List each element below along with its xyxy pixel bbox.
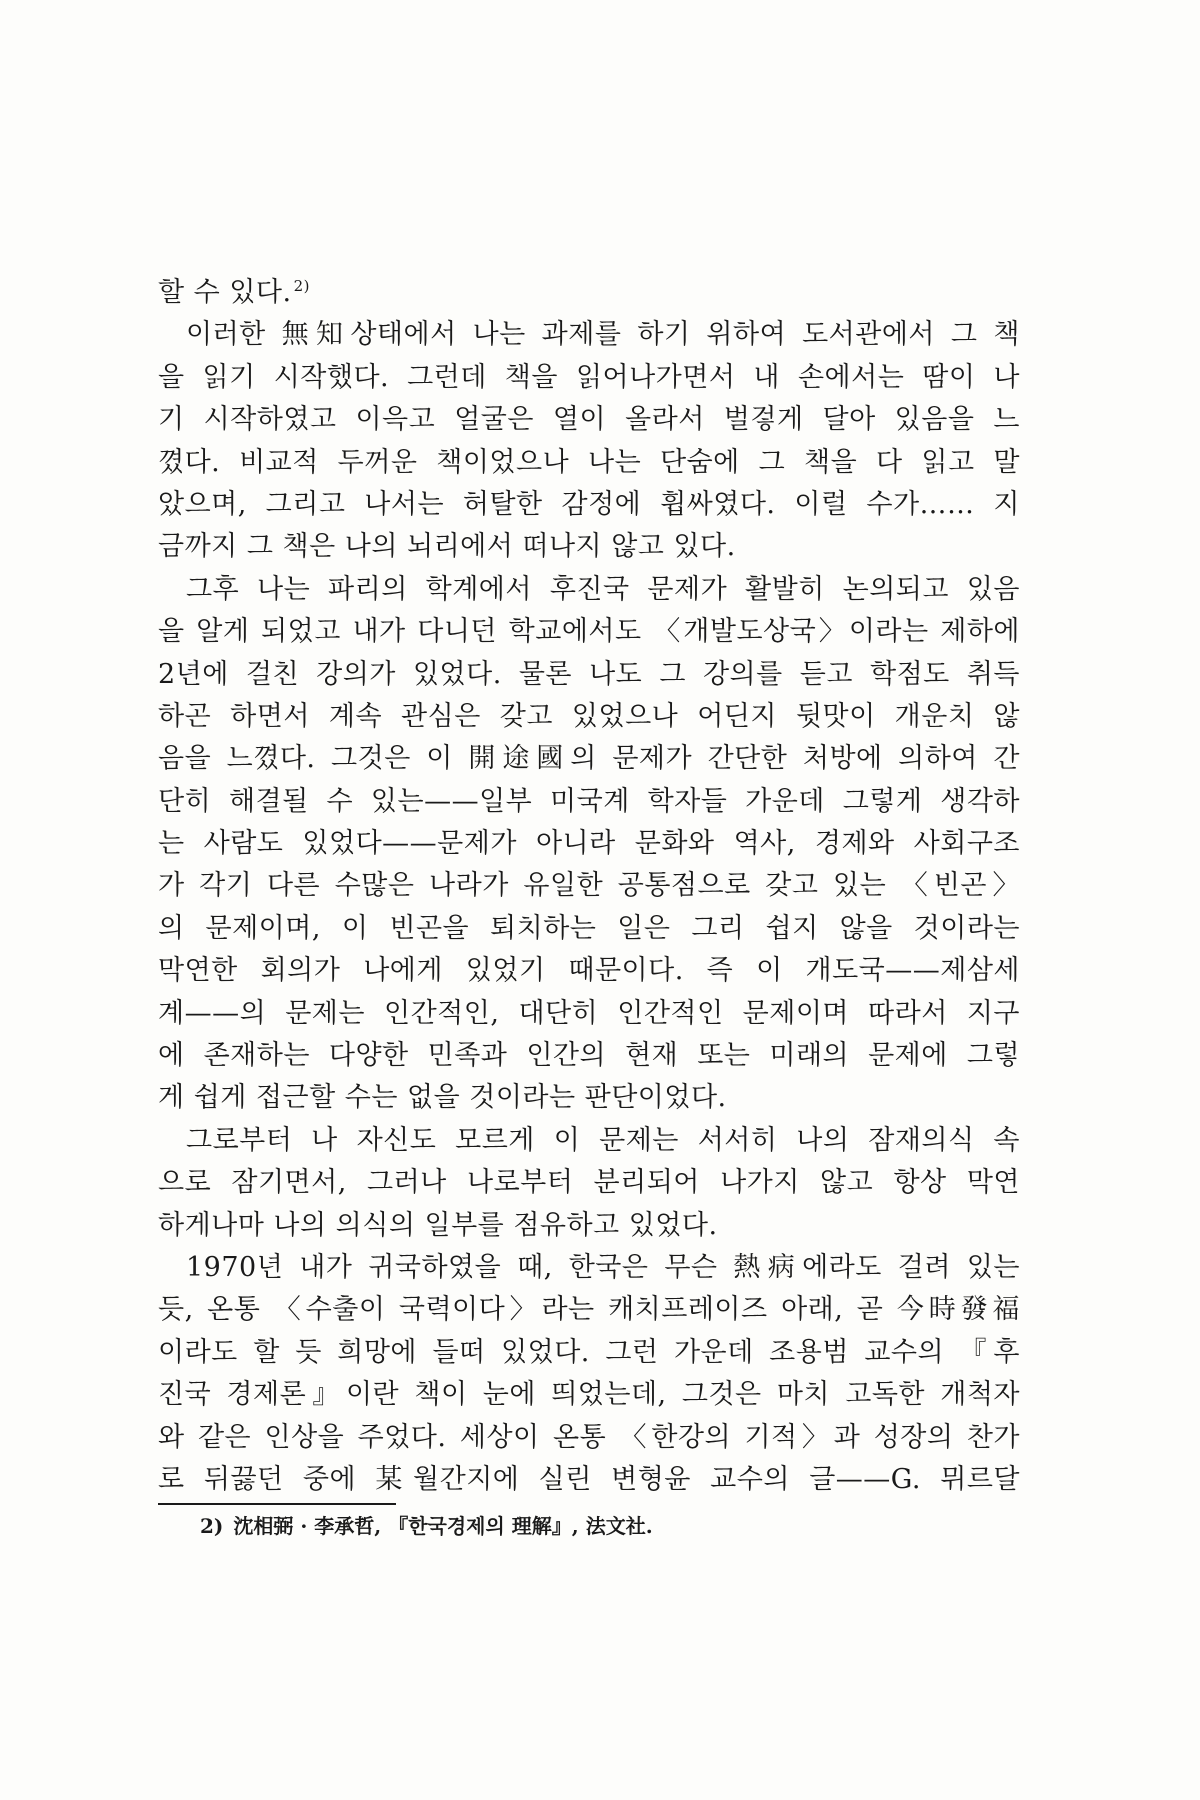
text-line: 에 존재하는 다양한 민족과 인간의 현재 또는 미래의 문제에 그렇	[158, 1040, 1020, 1072]
text-line: 의 문제이며, 이 빈곤을 퇴치하는 일은 그리 쉽지 않을 것이라는	[158, 912, 1020, 944]
text-line: 그로부터 나 자신도 모르게 이 문제는 서서히 나의 잠재의식 속	[186, 1124, 1020, 1156]
text-line: 계——의 문제는 인간적인, 대단히 인간적인 문제이며 따라서 지구	[158, 997, 1020, 1029]
text-line: 꼈다. 비교적 두꺼운 책이었으나 나는 단숨에 그 책을 다 읽고 말	[158, 446, 1020, 478]
text-line: 았으며, 그리고 나서는 허탈한 감정에 휩싸였다. 이럴 수가…… 지	[158, 488, 1020, 520]
text-line: 음을 느꼈다. 그것은 이 開途國의 문제가 간단한 처방에 의하여 간	[158, 743, 1020, 775]
text-line: 하게나마 나의 의식의 일부를 점유하고 있었다.	[158, 1209, 718, 1241]
text-line: 2년에 걸친 강의가 있었다. 물론 나도 그 강의를 듣고 학점도 취득	[158, 658, 1020, 690]
footnote-reference: 2)	[293, 277, 310, 295]
text-line: 기 시작하였고 이윽고 얼굴은 열이 올라서 벌겋게 달아 있음을 느	[158, 404, 1020, 436]
text-line: 이라도 할 듯 희망에 들떠 있었다. 그런 가운데 조용범 교수의 『후	[158, 1336, 1020, 1368]
text-line: 으로 잠기면서, 그러나 나로부터 분리되어 나가지 않고 항상 막연	[158, 1167, 1020, 1199]
text-line: 을 읽기 시작했다. 그런데 책을 읽어나가면서 내 손에서는 땀이 나	[158, 361, 1020, 393]
text-line: 가 각기 다른 수많은 나라가 유일한 공통점으로 갖고 있는 〈빈곤〉	[158, 870, 1020, 902]
footnote-number: 2)	[200, 1514, 224, 1538]
text-line: 로 뒤끓던 중에 某월간지에 실린 변형윤 교수의 글——G. 뮈르달	[158, 1463, 1020, 1495]
text-line: 와 같은 인상을 주었다. 세상이 온통 〈한강의 기적〉과 성장의 찬가	[158, 1421, 1020, 1453]
text-line: 단히 해결될 수 있는——일부 미국계 학자들 가운데 그렇게 생각하	[158, 785, 1020, 817]
footnote	[200, 1511, 1020, 1541]
text-line: 는 사람도 있었다——문제가 아니라 문화와 역사, 경제와 사회구조	[158, 828, 1020, 860]
text-line: 게 쉽게 접근할 수는 없을 것이라는 판단이었다.	[158, 1082, 727, 1114]
text-line: 할 수 있다.	[158, 277, 292, 308]
text-line: 진국 경제론』이란 책이 눈에 띄었는데, 그것은 마치 고독한 개척자	[158, 1379, 1020, 1411]
text-line: 을 알게 되었고 내가 다니던 학교에서도 〈개발도상국〉이라는 제하에	[158, 616, 1020, 648]
footnote-text: 沈相弼 · 李承哲, 『한국경제의 理解』, 法文社.	[233, 1514, 653, 1538]
footnote-separator	[158, 1503, 396, 1505]
text-line: 금까지 그 책은 나의 뇌리에서 떠나지 않고 있다.	[158, 531, 736, 563]
text-line: 하곤 하면서 계속 관심은 갖고 있었으나 어딘지 뒷맛이 개운치 않	[158, 700, 1020, 732]
text-line: 막연한 회의가 나에게 있었기 때문이다. 즉 이 개도국——제삼세	[158, 955, 1020, 987]
text-line: 1970년 내가 귀국하였을 때, 한국은 무슨 熱病에라도 걸려 있는	[186, 1251, 1020, 1283]
text-line-continuation	[158, 272, 1020, 314]
text-line: 이러한 無知상태에서 나는 과제를 하기 위하여 도서관에서 그 책	[186, 319, 1020, 351]
text-line: 그후 나는 파리의 학계에서 후진국 문제가 활발히 논의되고 있음	[186, 573, 1020, 605]
text-line: 듯, 온통 〈수출이 국력이다〉라는 캐치프레이즈 아래, 곧 今時發福	[158, 1294, 1020, 1326]
body-text	[158, 272, 1020, 1501]
